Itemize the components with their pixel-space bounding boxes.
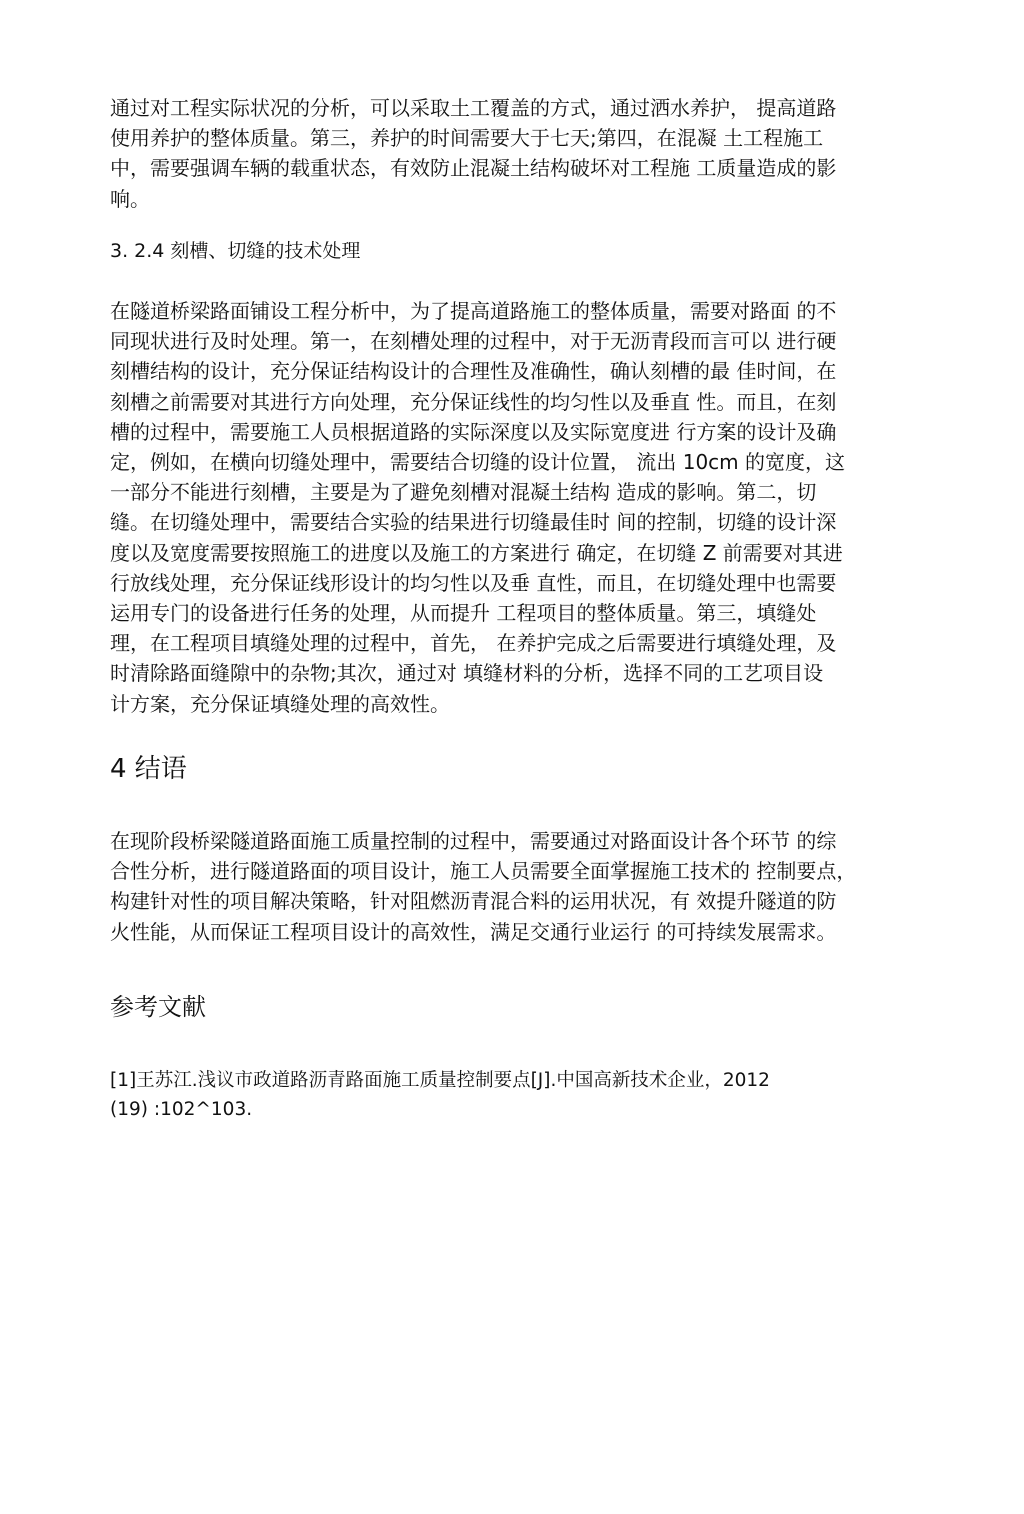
- paragraph-line: 度以及宽度需要按照施工的进度以及施工的方案进行 确定，在切缝 Z 前需要对其进: [110, 540, 843, 565]
- reference-entry: [110, 1066, 770, 1124]
- paragraph-line: 在现阶段桥梁隧道路面施工质量控制的过程中，需要通过对路面设计各个环节 的综: [110, 829, 837, 853]
- paragraph-line: 刻槽结构的设计，充分保证结构设计的合理性及准确性，确认刻槽的最 佳时间，在: [110, 359, 837, 384]
- paragraph-line: 定，例如，在横向切缝处理中，需要结合切缝的设计位置， 流出 10cm 的宽度，这: [110, 450, 845, 475]
- section-4-heading: 4 结语: [110, 754, 187, 784]
- paragraph-line: 计方案，充分保证填缝处理的高效性。: [110, 691, 450, 716]
- paragraph-line: 通过对工程实际状况的分析，可以采取土工覆盖的方式，通过洒水养护， 提高道路: [110, 96, 837, 120]
- paragraph-line: 时清除路面缝隙中的杂物;其次，通过对 填缝材料的分析，选择不同的工艺项目设: [110, 661, 824, 686]
- paragraph-line: 槽的过程中，需要施工人员根据道路的实际深度以及实际宽度进 行方案的设计及确: [110, 419, 837, 444]
- paragraph-line: 构建针对性的项目解决策略，针对阻燃沥青混合料的运用状况，有 效提升隧道的防: [110, 889, 837, 914]
- paragraph-line: 行放线处理，充分保证线形设计的均匀性以及垂 直性，而且，在切缝处理中也需要: [110, 570, 837, 595]
- paragraph-line: 中，需要强调车辆的载重状态，有效防止混凝土结构破坏对工程施 工质量造成的影: [110, 156, 837, 181]
- conclusion-paragraph: [110, 826, 856, 947]
- paragraph-line: 合性分析，进行隧道路面的项目设计，施工人员需要全面掌握施工技术的 控制要点，: [110, 859, 857, 884]
- paragraph-line: 理，在工程项目填缝处理的过程中，首先， 在养护完成之后需要进行填缝处理，及: [110, 631, 837, 656]
- section-3-2-4-paragraph: [110, 296, 845, 719]
- section-3-2-4-heading: 3. 2.4 刻槽、切缝的技术处理: [110, 240, 361, 262]
- paragraph-line: 缝。在切缝处理中，需要结合实验的结果进行切缝最佳时 间的控制，切缝的设计深: [110, 510, 837, 535]
- paragraph-line: 火性能，从而保证工程项目设计的高效性，满足交通行业运行 的可持续发展需求。: [110, 919, 837, 944]
- paragraph-line: 刻槽之前需要对其进行方向处理，充分保证线性的均匀性以及垂直 性。而且，在刻: [110, 389, 837, 414]
- paragraph-line: 使用养护的整体质量。第三，养护的时间需要大于七天;第四，在混凝 土工程施工: [110, 126, 824, 151]
- paragraph-line: 运用专门的设备进行任务的处理，从而提升 工程项目的整体质量。第三，填缝处: [110, 601, 817, 626]
- paragraph-line: 一部分不能进行刻槽，主要是为了避免刻槽对混凝土结构 造成的影响。第二，切: [110, 480, 817, 505]
- references-heading: 参考文献: [110, 993, 206, 1021]
- paragraph-line: 在隧道桥梁路面铺设工程分析中，为了提高道路施工的整体质量，需要对路面 的不: [110, 299, 837, 323]
- reference-line: [1]王苏江.浅议市政道路沥青路面施工质量控制要点[J].中国高新技术企业，2012: [110, 1070, 770, 1091]
- reference-line: (19) :102^103.: [110, 1099, 253, 1120]
- intro-paragraph: [110, 93, 836, 214]
- paragraph-line: 同现状进行及时处理。第一，在刻槽处理的过程中，对于无沥青段而言可以 进行硬: [110, 329, 837, 354]
- paragraph-line: 响。: [110, 186, 150, 211]
